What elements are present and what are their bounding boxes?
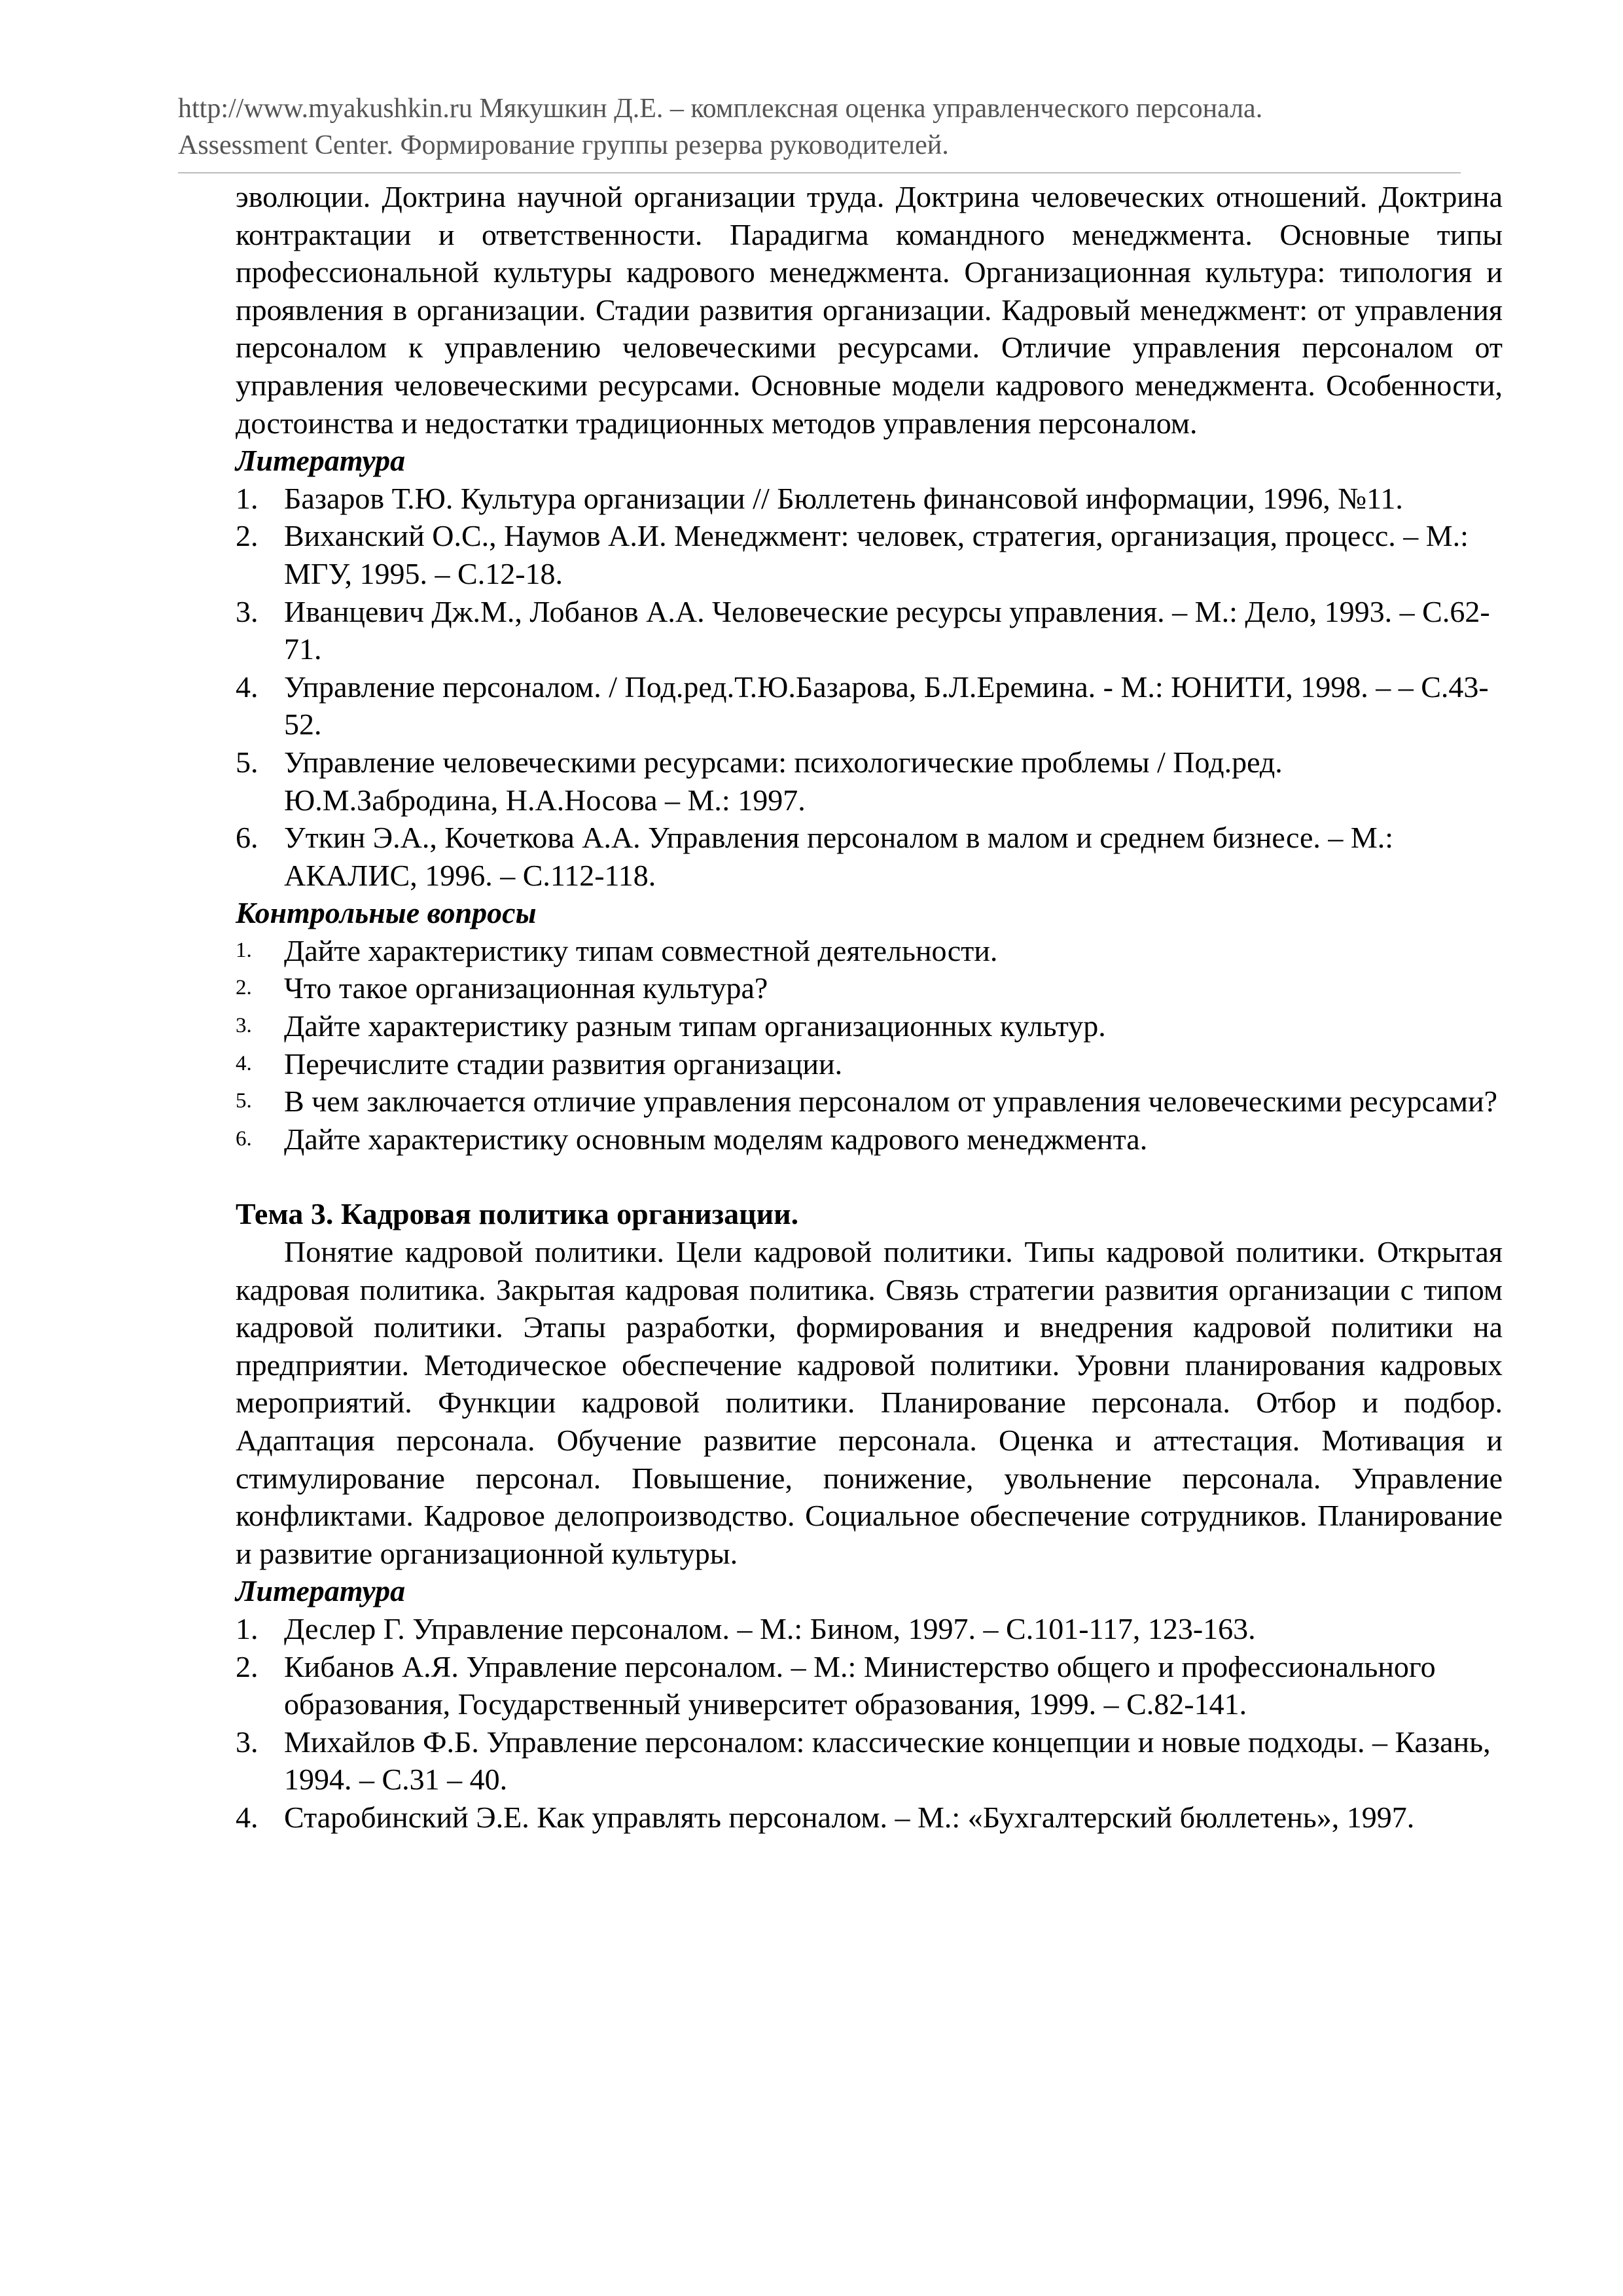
list-item [236, 1610, 1503, 1648]
list-item-number: 4. [236, 1800, 259, 1834]
list-item-text: Дайте характеристику основным моделям кадрового менеджмента. [284, 1122, 1148, 1156]
list-item-number: 5. [236, 1089, 252, 1113]
list-item [236, 668, 1503, 744]
list-item [236, 1799, 1503, 1837]
list-item [236, 969, 1503, 1007]
list-item-number: 2. [236, 976, 252, 1000]
list-item [236, 1648, 1503, 1723]
list-item-number: 6. [236, 821, 259, 855]
header-divider [178, 172, 1461, 173]
literature-heading-2: Литература [236, 1574, 406, 1608]
list-item-number: 2. [236, 1649, 259, 1683]
list-item-number: 1. [236, 1611, 259, 1645]
list-item-text: Кибанов А.Я. Управление персоналом. – М.: Министерство общего и профессионального образования, Государственный университет образования, 1999. – С.82-141. [284, 1649, 1436, 1721]
topic-3-title: Тема 3. Кадровая политика организации. [236, 1197, 799, 1231]
list-item-number: 1. [236, 938, 252, 962]
page-header [178, 90, 1461, 164]
literature-heading-1: Литература [236, 444, 406, 478]
list-item [236, 819, 1503, 894]
list-item [236, 517, 1503, 592]
intro-paragraph: эволюции. Доктрина научной организации труда. Доктрина человеческих отношений. Доктрина контрактации и ответственности. Парадигма командного менеджмента. Основные типы профессиональной культуры кадрового менеджмента. Организационная культура: типология и проявления в организации. Стадии развития организации. Кадровый менеджмент: от управления персоналом к управлению человеческими ресурсами. Отличие управления персоналом от управления человеческими ресурсами. Основные модели кадрового менеджмента. Особенности, достоинства и недостатки традиционных методов управления персоналом. [236, 180, 1503, 440]
list-item-text: Что такое организационная культура? [284, 971, 768, 1005]
page-content [236, 178, 1503, 1837]
list-item-number: 5. [236, 745, 259, 779]
list-item [236, 480, 1503, 518]
list-item [236, 744, 1503, 819]
list-item-text: Управление человеческими ресурсами: психологические проблемы / Под.ред. Ю.М.Забродина, Н.А.Носова – М.: 1997. [284, 745, 1283, 817]
list-item [236, 1121, 1503, 1158]
literature-list-2 [236, 1610, 1503, 1837]
list-item-number: 6. [236, 1126, 252, 1151]
list-item-number: 2. [236, 519, 259, 553]
list-item-number: 4. [236, 670, 259, 704]
list-item-number: 3. [236, 594, 259, 628]
list-item [236, 593, 1503, 668]
list-item [236, 932, 1503, 970]
list-item-text: Деслер Г. Управление персоналом. – М.: Бином, 1997. – С.101-117, 123-163. [284, 1611, 1256, 1645]
questions-heading: Контрольные вопросы [236, 896, 537, 930]
list-item-text: Старобинский Э.Е. Как управлять персоналом. – М.: «Бухгалтерский бюллетень», 1997. [284, 1800, 1415, 1834]
list-item [236, 1007, 1503, 1045]
list-item [236, 1723, 1503, 1799]
list-item-text: Иванцевич Дж.М., Лобанов А.А. Человеческие ресурсы управления. – М.: Дело, 1993. – С.62-71. [284, 594, 1490, 666]
list-item-text: Управление персоналом. / Под.ред.Т.Ю.Базарова, Б.Л.Еремина. - М.: ЮНИТИ, 1998. – – С.43-52. [284, 670, 1489, 742]
list-item-number: 4. [236, 1051, 252, 1075]
list-item-text: Перечислите стадии развития организации. [284, 1047, 843, 1081]
list-item-text: В чем заключается отличие управления персоналом от управления человеческими ресурсами? [284, 1085, 1497, 1119]
list-item-number: 3. [236, 1725, 259, 1759]
list-item [236, 1045, 1503, 1083]
list-item-text: Базаров Т.Ю. Культура организации // Бюллетень финансовой информации, 1996, №11. [284, 481, 1403, 515]
list-item-text: Дайте характеристику разным типам организационных культур. [284, 1009, 1106, 1043]
list-item-text: Михайлов Ф.Б. Управление персоналом: классические концепции и новые подходы. – Казань, 1994. – С.31 – 40. [284, 1725, 1491, 1797]
list-item [236, 1083, 1503, 1121]
literature-list-1 [236, 480, 1503, 895]
header-line-1: http://www.myakushkin.ru Мякушкин Д.Е. – комплексная оценка управленческого персонала. [178, 94, 1263, 124]
list-item-number: 3. [236, 1014, 252, 1038]
list-item-text: Уткин Э.А., Кочеткова А.А. Управления персоналом в малом и среднем бизнесе. – М.: АКАЛИС, 1996. – С.112-118. [284, 821, 1394, 892]
list-item-text: Дайте характеристику типам совместной деятельности. [284, 933, 998, 967]
topic-3-paragraph: Понятие кадровой политики. Цели кадровой политики. Типы кадровой политики. Открытая кадровая политика. Закрытая кадровая политика. Связь стратегии развития организации с типом кадровой политики. Этапы разработки, формирования и внедрения кадровой политики на предприятии. Методическое обеспечение кадровой политики. Уровни планирования кадровых мероприятий. Функции кадровой политики. Планирование персонала. Отбор и подбор. Адаптация персонала. Обучение развитие персонала. Оценка и аттестация. Мотивация и стимулирование персонал. Повышение, понижение, увольнение персонала. Управление конфликтами. Кадровое делопроизводство. Социальное обеспечение сотрудников. Планирование и развитие организационной культуры. [236, 1235, 1503, 1570]
header-line-2: Assessment Center. Формирование группы резерва руководителей. [178, 130, 949, 160]
questions-list [236, 932, 1503, 1158]
list-item-number: 1. [236, 481, 259, 515]
list-item-text: Виханский О.С., Наумов А.И. Менеджмент: человек, стратегия, организация, процесс. – М.: МГУ, 1995. – С.12-18. [284, 519, 1469, 590]
